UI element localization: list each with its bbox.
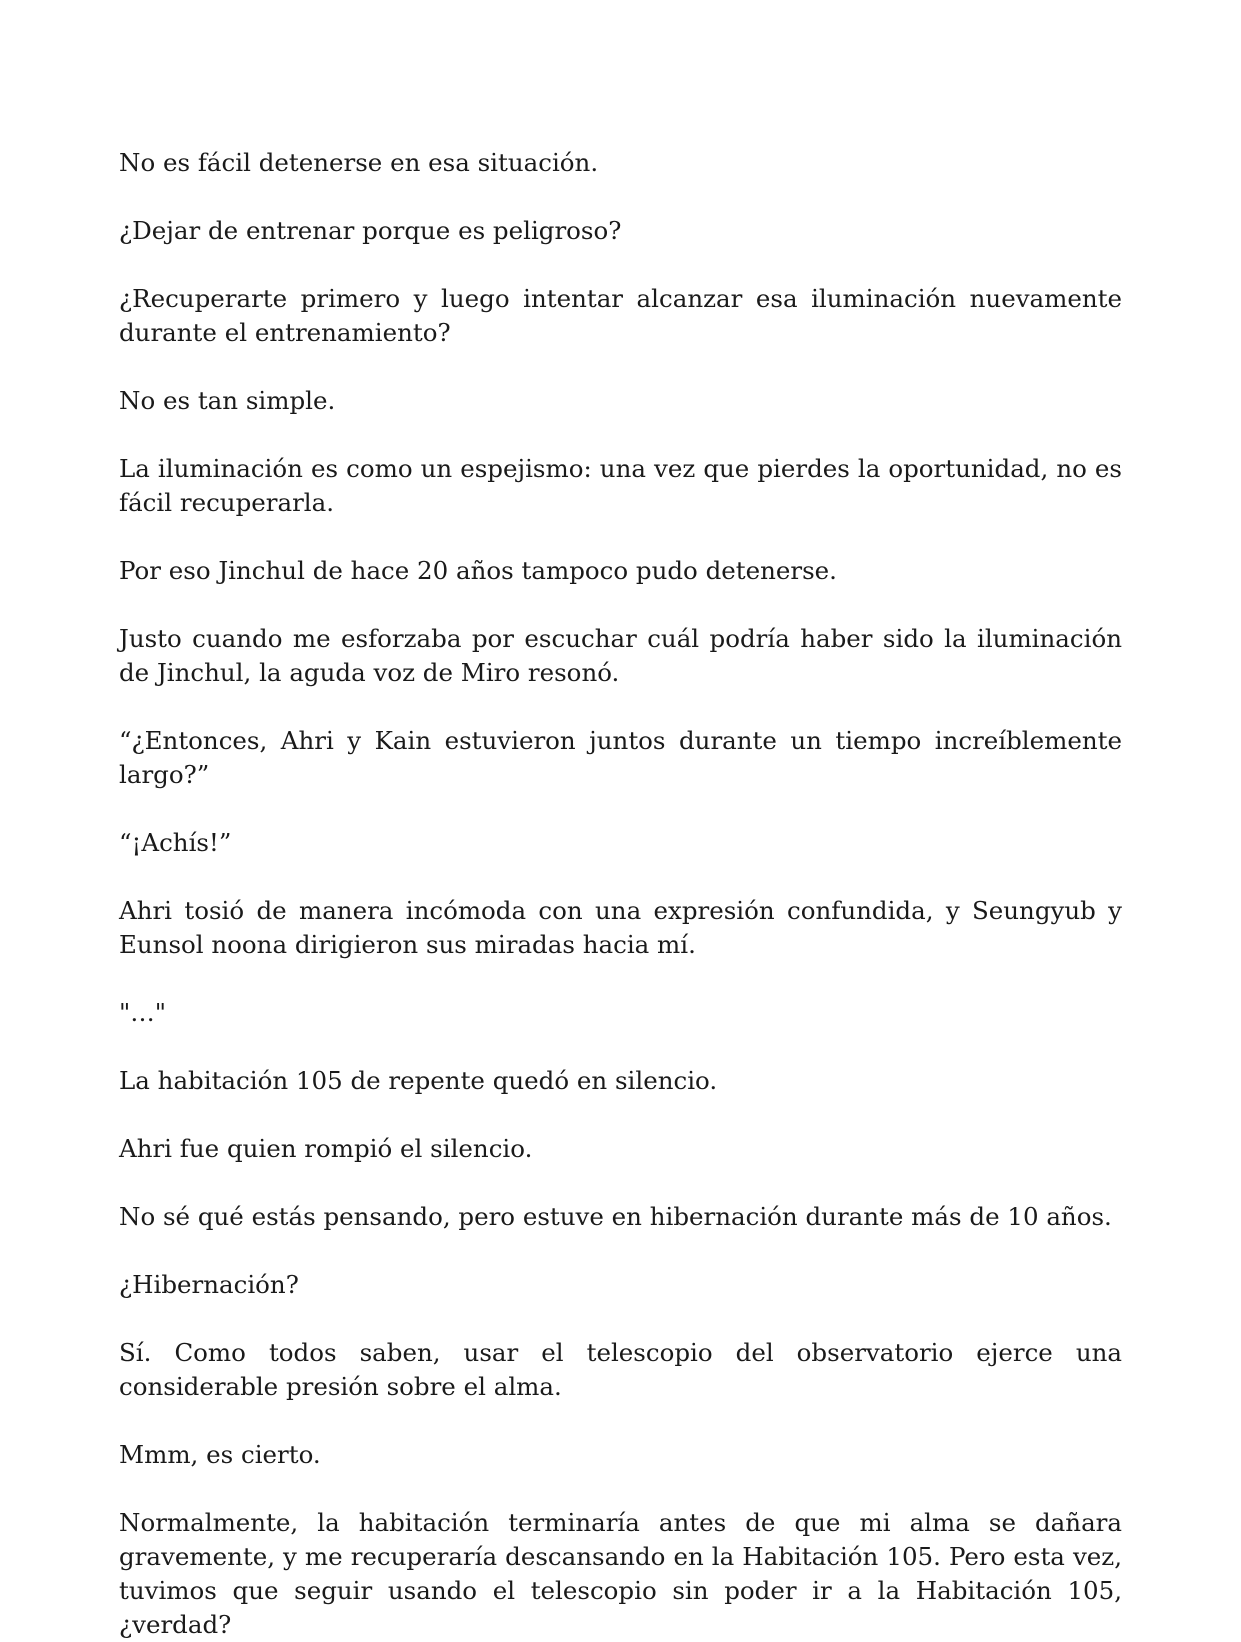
paragraph: ¿Recuperarte primero y luego intentar alcanzar esa iluminación nuevamente durante el entrenamiento?: [119, 284, 1122, 347]
paragraph: Ahri fue quien rompió el silencio.: [119, 1134, 533, 1163]
paragraph: La iluminación es como un espejismo: una vez que pierdes la oportunidad, no es fácil recuperarla.: [119, 454, 1122, 517]
paragraph: Por eso Jinchul de hace 20 años tampoco pudo detenerse.: [119, 556, 837, 585]
paragraph: Sí. Como todos saben, usar el telescopio del observatorio ejerce una considerable presión sobre el alma.: [119, 1338, 1122, 1401]
paragraph: ¿Hibernación?: [119, 1270, 299, 1299]
paragraph: Justo cuando me esforzaba por escuchar cuál podría haber sido la iluminación de Jinchul, la aguda voz de Miro resonó.: [119, 624, 1122, 687]
paragraph: No es tan simple.: [119, 386, 336, 415]
paragraph: No sé qué estás pensando, pero estuve en hibernación durante más de 10 años.: [119, 1202, 1112, 1231]
paragraph: "…": [119, 998, 167, 1027]
paragraph: No es fácil detenerse en esa situación.: [119, 148, 599, 177]
document-body: [119, 146, 1122, 1642]
paragraph: “¡Achís!”: [119, 828, 232, 857]
paragraph: Mmm, es cierto.: [119, 1440, 321, 1469]
paragraph: ¿Dejar de entrenar porque es peligroso?: [119, 216, 622, 245]
paragraph: La habitación 105 de repente quedó en silencio.: [119, 1066, 718, 1095]
paragraph: Ahri tosió de manera incómoda con una expresión confundida, y Seungyub y Eunsol noona dirigieron sus miradas hacia mí.: [119, 896, 1122, 959]
paragraph: Normalmente, la habitación terminaría antes de que mi alma se dañara gravemente, y me recuperaría descansando en la Habitación 105. Pero esta vez, tuvimos que seguir usando el telescopio sin poder ir a la Habitación 105, ¿verdad?: [119, 1508, 1122, 1639]
paragraph: “¿Entonces, Ahri y Kain estuvieron juntos durante un tiempo increíblemente largo?”: [119, 726, 1122, 789]
